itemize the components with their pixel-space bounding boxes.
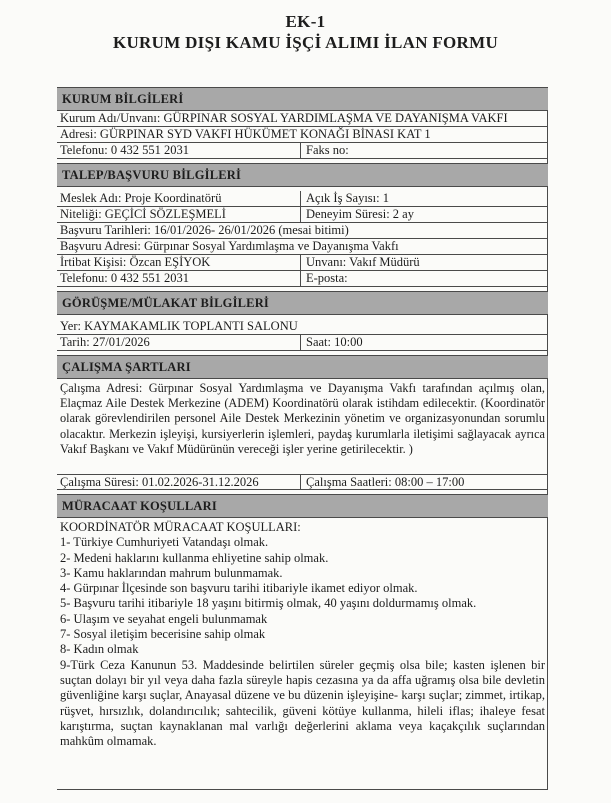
kurum-address: Adresi: GÜRPINAR SYD VAKFI HÜKÜMET KONAĞI BİNASI KAT 1 [60, 127, 431, 141]
gorusme-tarih-row [57, 335, 548, 351]
list-item: 9-Türk Ceza Kanunun 53. Maddesinde belirtilen süreler geçmiş olsa bile; kasten işlenen bir suçtan dolayı bir yıl veya daha fazla süreyle hapis cezasına ya da affa uğramış olsa bile devletin güvenliğine karşı suçlar, Anayasal düzene ve bu düzenin işleyişine- karşı suçlar; zimmet, irtikap, rüşvet, hırsızlık, dolandırıcılık; sahtecilik, güveni kötüye kullanma, hileli iflas; ihaleye fesat karıştırma, suçtan kaynaklanan mal varlığı değerlerini aklama veya kaçakçılık suçlarından mahkûm olmamak. [60, 657, 545, 749]
talep-meslek-row [57, 191, 548, 207]
niteligi: Niteliği: GEÇİCİ SÖZLEŞMELİ [60, 207, 226, 221]
column-divider [300, 335, 301, 350]
kurum-phone-row [57, 143, 548, 159]
column-divider [300, 255, 301, 270]
gorusme-yer: Yer: KAYMAKAMLIK TOPLANTI SALONU [60, 319, 298, 333]
calisma-saatleri: Çalışma Saatleri: 08:00 – 17:00 [306, 475, 465, 489]
talep-adres-row [57, 239, 548, 255]
list-item: 7- Sosyal iletişim becerisine sahip olmak [60, 627, 266, 642]
talep-telefon-row [57, 271, 548, 287]
gorusme-yer-row [57, 319, 548, 335]
section-calisma-header: ÇALIŞMA ŞARTLARI [57, 355, 548, 379]
meslek-adi: Meslek Adı: Proje Koordinatörü [60, 191, 222, 205]
list-item: 6- Ulaşım ve seyahat engeli bulunmamak [60, 611, 268, 626]
section-kurum-header: KURUM BİLGİLERİ [57, 87, 548, 111]
kurum-address-row [57, 127, 548, 143]
deneyim-suresi: Deneyim Süresi: 2 ay [306, 207, 414, 221]
list-item: 1- Türkiye Cumhuriyeti Vatandaşı olmak. [60, 535, 269, 550]
muracaat-list [57, 520, 548, 749]
column-divider [300, 271, 301, 286]
basvuru-adresi: Başvuru Adresi: Gürpınar Sosyal Yardımlaşma ve Dayanışma Vakfı [60, 239, 399, 253]
eposta: E-posta: [306, 271, 348, 285]
irtibat-kisisi: İrtibat Kişisi: Özcan EŞİYOK [60, 255, 211, 269]
list-item: 2- Medeni haklarını kullanma ehliyetine sahip olmak. [60, 550, 329, 565]
unvani: Unvanı: Vakıf Müdürü [306, 255, 420, 269]
section-muracaat-header: MÜRACAAT KOŞULLARI [57, 494, 548, 518]
kurum-name-row [57, 111, 548, 127]
list-item: 5- Başvuru tarihi itibariyle 18 yaşını bitirmiş olmak, 40 yaşını doldurmamış olmak. [60, 596, 477, 611]
muracaat-heading: KOORDİNATÖR MÜRACAAT KOŞULLARI: [60, 520, 301, 534]
talep-telefon: Telefonu: 0 432 551 2031 [60, 271, 189, 285]
talep-tarih-row [57, 223, 548, 239]
form-title: KURUM DIŞI KAMU İŞÇİ ALIMI İLAN FORMU [112, 33, 499, 52]
calisma-suresi: Çalışma Süresi: 01.02.2026-31.12.2026 [60, 475, 259, 489]
section-gorusme-header: GÖRÜŞME/MÜLAKAT BİLGİLERİ [57, 291, 548, 315]
talep-irtibat-row [57, 255, 548, 271]
column-divider [300, 207, 301, 222]
acik-is-sayisi: Açık İş Sayısı: 1 [306, 191, 389, 205]
kurum-fax: Faks no: [306, 143, 349, 157]
kurum-name: Kurum Adı/Unvanı: GÜRPINAR SOSYAL YARDIMLAŞMA VE DAYANIŞMA VAKFI [60, 111, 508, 125]
column-divider [300, 143, 301, 158]
list-item: 4- Gürpınar İlçesinde son başvuru tarihi itibariyle ikamet ediyor olmak. [60, 581, 418, 596]
annex-label: EK-1 [285, 12, 326, 31]
list-item: 3- Kamu haklarından mahrum bulunmamak. [60, 565, 283, 580]
calisma-aciklama: Çalışma Adresi: Gürpınar Sosyal Yardımlaşma ve Dayanışma Vakfı tarafından açılmış olan, Elaçmaz Aile Destek Merkezine (ADEM) Koordinatörü olarak istihdam edilecektir. (Koordinatör olarak görevlendirilen personel Aile Destek Merkezinin yönetim ve organizasyonundan sorumlu olacaktır. Merkezin işleyişi, kursiyerlerin işlemleri, paydaş kurumlarla iletişimi sağlayacak ayrıca Vakıf Başkanı ve Vakıf Müdürünün vereceği işler yerine getirilecektir. ) [60, 381, 545, 456]
gorusme-saat: Saat: 10:00 [306, 335, 363, 349]
gorusme-tarih: Tarih: 27/01/2026 [60, 335, 150, 349]
basvuru-tarihleri: Başvuru Tarihleri: 16/01/2026- 26/01/2026 (mesai bitimi) [60, 223, 349, 237]
kurum-phone: Telefonu: 0 432 551 2031 [60, 143, 189, 157]
calisma-sure-row [57, 474, 548, 490]
list-item: 8- Kadın olmak [60, 642, 139, 657]
talep-nitelik-row [57, 207, 548, 223]
section-talep-header: TALEP/BAŞVURU BİLGİLERİ [57, 163, 548, 187]
column-divider [300, 475, 301, 489]
column-divider [300, 191, 301, 206]
